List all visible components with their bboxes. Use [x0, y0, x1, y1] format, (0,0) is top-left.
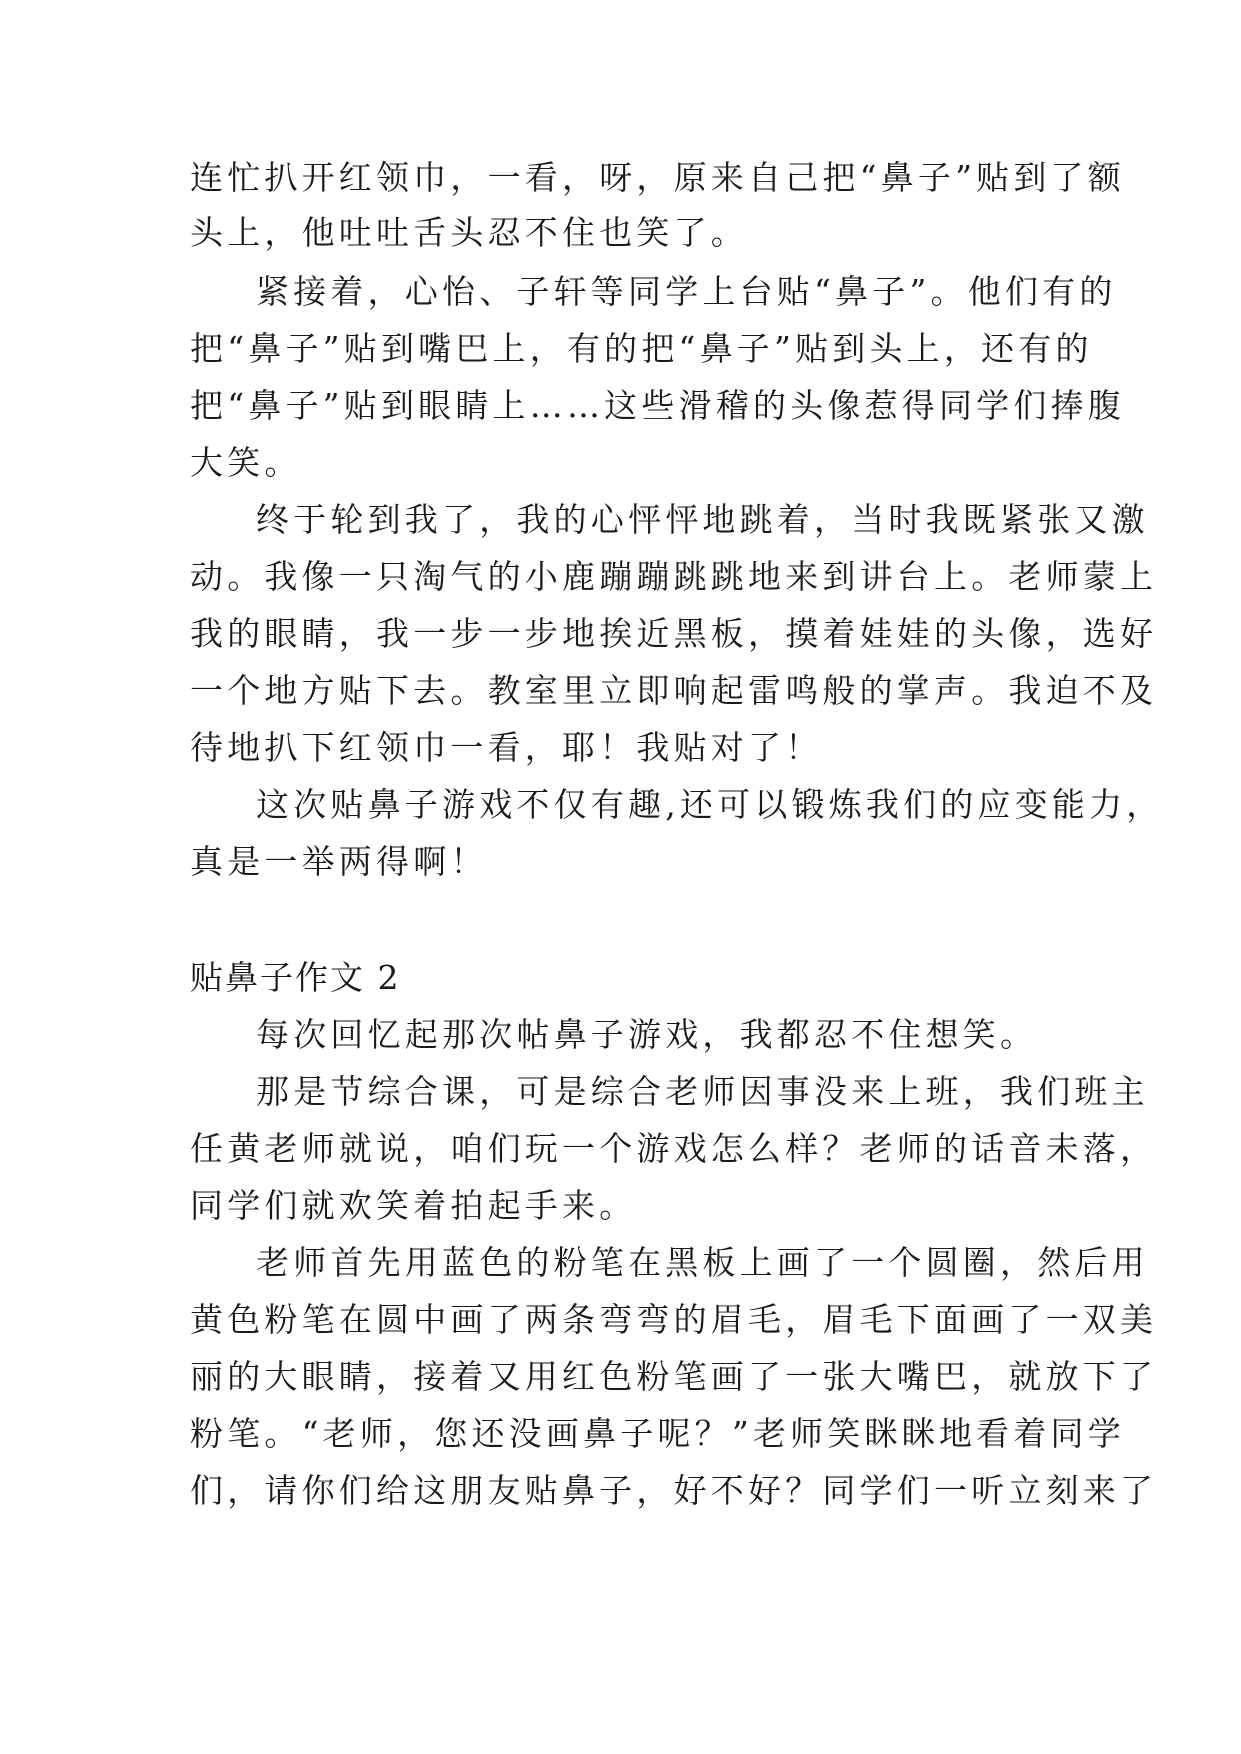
paragraph-start-line: 这次贴鼻子游戏不仅有趣,还可以锻炼我们的应变能力， [256, 785, 1164, 824]
text-line: 丽的大眼睛，接着又用红色粉笔画了一张大嘴巴，就放下了 [190, 1357, 1158, 1396]
text-line: 把“鼻子”贴到嘴巴上，有的把“鼻子”贴到头上，还有的 [190, 329, 1093, 368]
paragraph-start-line: 紧接着，心怡、子轩等同学上台贴“鼻子”。他们有的 [256, 272, 1117, 311]
text-line: 粉笔。“老师，您还没画鼻子呢？”老师笑眯眯地看着同学 [190, 1414, 1125, 1453]
text-line: 任黄老师就说，咱们玩一个游戏怎么样？老师的话音未落， [190, 1129, 1158, 1168]
paragraph-start-line: 那是节综合课，可是综合老师因事没来上班，我们班主 [256, 1072, 1149, 1111]
text-line: 同学们就欢笑着拍起手来。 [190, 1186, 637, 1225]
text-line: 黄色粉笔在圆中画了两条弯弯的眉毛，眉毛下面画了一双美 [190, 1300, 1158, 1339]
paragraph-start-line: 老师首先用蓝色的粉笔在黑板上画了一个圆圈，然后用 [256, 1243, 1149, 1282]
text-line: 大笑。 [190, 443, 302, 482]
text-line: 我的眼睛，我一步一步地挨近黑板，摸着娃娃的头像，选好 [190, 614, 1158, 653]
text-line: 一个地方贴下去。教室里立即响起雷鸣般的掌声。我迫不及 [190, 671, 1158, 710]
text-line: 真是一举两得啊！ [190, 842, 488, 881]
paragraph-start-line: 每次回忆起那次帖鼻子游戏，我都忍不住想笑。 [256, 1015, 1038, 1054]
text-line: 们，请你们给这朋友贴鼻子，好不好？同学们一听立刻来了 [190, 1471, 1158, 1510]
text-line: 待地扒下红领巾一看，耶！我贴对了！ [190, 728, 823, 767]
essay-title: 贴鼻子作文 2 [190, 958, 401, 997]
text-line: 头上，他吐吐舌头忍不住也笑了。 [190, 213, 748, 252]
paragraph-start-line: 终于轮到我了，我的心怦怦地跳着，当时我既紧张又激 [256, 500, 1149, 539]
text-line: 动。我像一只淘气的小鹿蹦蹦跳跳地来到讲台上。老师蒙上 [190, 557, 1158, 596]
text-line: 把“鼻子”贴到眼睛上……这些滑稽的头像惹得同学们捧腹 [190, 386, 1125, 425]
text-line: 连忙扒开红领巾，一看，呀，原来自己把“鼻子”贴到了额 [190, 158, 1125, 197]
